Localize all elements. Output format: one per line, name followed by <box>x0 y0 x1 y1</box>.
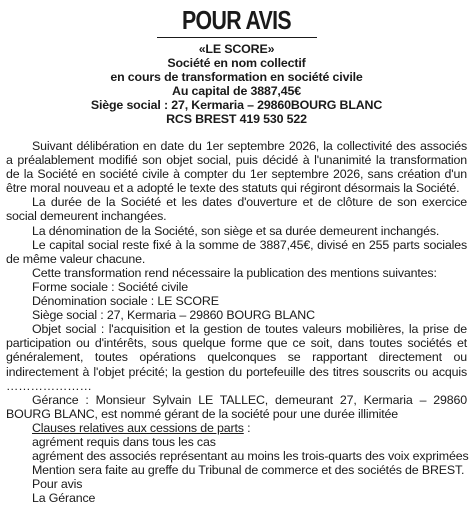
company-name: «LE SCORE» <box>198 42 275 56</box>
line-denomination: Dénomination sociale : LE SCORE <box>32 294 219 309</box>
paragraph-duration: La durée de la Société et les dates d'ouverture et de clôture de son exercice social demeurent inchangées. <box>6 195 467 224</box>
clauses-suffix: : <box>243 420 251 435</box>
line-la-gerance: La Gérance <box>32 491 96 506</box>
notice-title: POUR AVIS <box>181 5 292 35</box>
paragraph-gerance: Gérance : Monsieur Sylvain LE TALLEC, demeurant 27, Kermaria – 29860 BOURG BLANC, est nommé gérant de la société pour une durée illimitée <box>6 392 467 421</box>
paragraph-denomination: La dénomination de la Société, son siège et sa durée demeurent inchangés. <box>32 223 440 238</box>
line-siege-social: Siège social : 27, Kermaria – 29860 BOURG BLANC <box>32 308 315 323</box>
line-agrement-associes: agrément des associés représentant au moins les trois-quarts des voix exprimées <box>32 449 469 464</box>
company-header <box>6 42 467 126</box>
company-form: Société en nom collectif <box>167 56 306 70</box>
company-transformation: en cours de transformation en société civile <box>110 70 363 84</box>
paragraph-objet-social: Objet social : l'acquisition et la gestion de toutes valeurs mobilières, la prise de participation ou d'intérêts, sous quelque forme que ce soit, dans toutes sociétés et généralement, toutes opérations quelconques se rapportant directement ou indirectement à l'objet précité; la gestion du portefeuille des titres souscrits ou acquis ………………… <box>6 322 467 393</box>
title-divider <box>157 37 317 38</box>
line-clauses <box>6 421 467 435</box>
notice-body <box>6 139 467 505</box>
clauses-label: Clauses relatives aux cessions de parts <box>32 420 244 435</box>
line-agrement-requis: agrément requis dans tous les cas <box>32 434 216 449</box>
company-capital: Au capital de 3887,45€ <box>172 84 301 98</box>
paragraph-deliberation: Suivant délibération en date du 1er septembre 2026, la collectivité des associés a préalablement modifié son objet social, puis décidé à l'unanimité la transformation de la Société en société civile à compter du 1er septembre 2026, sans création d'un être moral nouveau et a adopté le texte des statuts qui régiront désormais la Société. <box>6 139 467 196</box>
line-forme-sociale: Forme sociale : Société civile <box>32 279 188 294</box>
line-mention-greffe: Mention sera faite au greffe du Tribunal de commerce et des sociétés de BREST. <box>32 463 465 478</box>
paragraph-publication: Cette transformation rend nécessaire la publication des mentions suivantes: <box>32 265 437 280</box>
company-seat: Siège social : 27, Kermaria – 29860BOURG BLANC <box>90 98 383 112</box>
paragraph-capital: Le capital social reste fixé à la somme de 3887,45€, divisé en 255 parts sociales de même valeur chacune. <box>6 237 467 266</box>
company-rcs: RCS BREST 419 530 522 <box>166 112 307 126</box>
line-pour-avis: Pour avis <box>32 477 83 492</box>
